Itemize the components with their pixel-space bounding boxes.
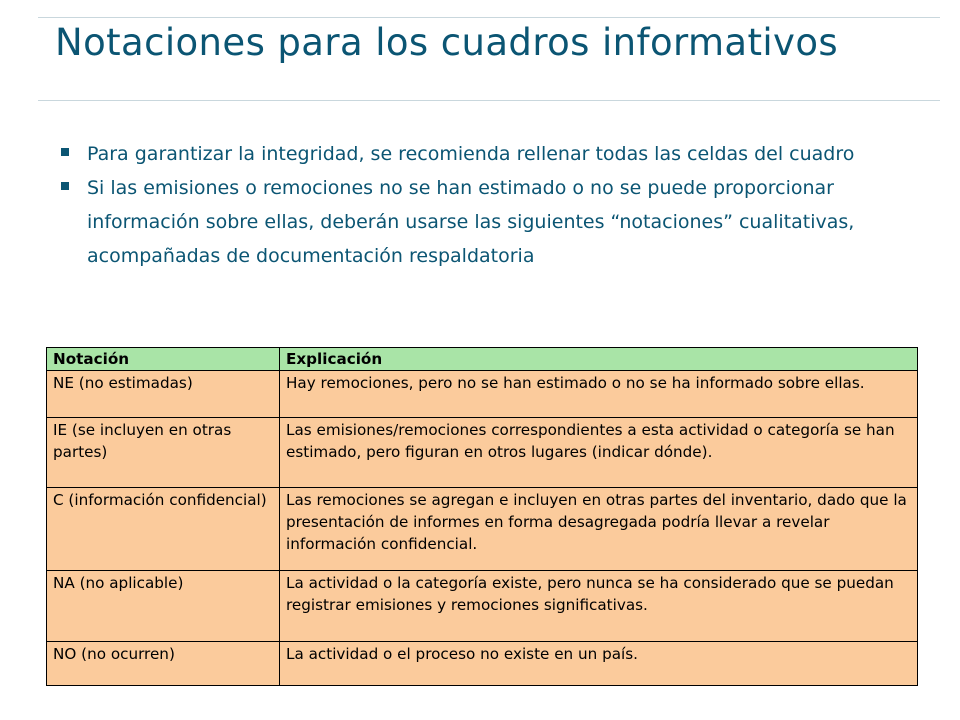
table-row: [47, 571, 918, 642]
notation-table: [46, 347, 918, 686]
notation-cell: IE (se incluyen en otras partes): [47, 418, 280, 488]
header-notation: Notación: [47, 348, 280, 371]
table-row: [47, 418, 918, 488]
table-header-row: [47, 348, 918, 371]
title-divider: [38, 100, 940, 101]
notation-cell: NE (no estimadas): [47, 371, 280, 418]
explanation-cell: La actividad o el proceso no existe en un país.: [280, 642, 918, 686]
explanation-cell: La actividad o la categoría existe, pero nunca se ha considerado que se puedan registrar emisiones y remociones significativas.: [280, 571, 918, 642]
bullet-text: Para garantizar la integridad, se recomienda rellenar todas las celdas del cuadro: [87, 143, 855, 165]
table-row: [47, 488, 918, 571]
slide-title: Notaciones para los cuadros informativos: [55, 21, 839, 64]
square-bullet-icon: [61, 148, 69, 156]
bullet-text: Si las emisiones o remociones no se han estimado o no se puede proporcionar información sobre ellas, deberán usarse las siguientes “notaciones” cualitativas, acompañadas de documentación respaldatoria: [87, 177, 855, 267]
notation-cell: NA (no aplicable): [47, 571, 280, 642]
bullet-item: [60, 171, 930, 273]
square-bullet-icon: [61, 182, 69, 190]
table-row: [47, 371, 918, 418]
bullet-list: [60, 137, 930, 273]
header-explanation: Explicación: [280, 348, 918, 371]
explanation-cell: Hay remociones, pero no se han estimado o no se ha informado sobre ellas.: [280, 371, 918, 418]
notation-cell: C (información confidencial): [47, 488, 280, 571]
explanation-cell: Las remociones se agregan e incluyen en otras partes del inventario, dado que la presentación de informes en forma desagregada podría llevar a revelar información confidencial.: [280, 488, 918, 571]
table-row: [47, 642, 918, 686]
bullet-item: [60, 137, 930, 171]
notation-cell: NO (no ocurren): [47, 642, 280, 686]
explanation-cell: Las emisiones/remociones correspondientes a esta actividad o categoría se han estimado, pero figuran en otros lugares (indicar dónde).: [280, 418, 918, 488]
